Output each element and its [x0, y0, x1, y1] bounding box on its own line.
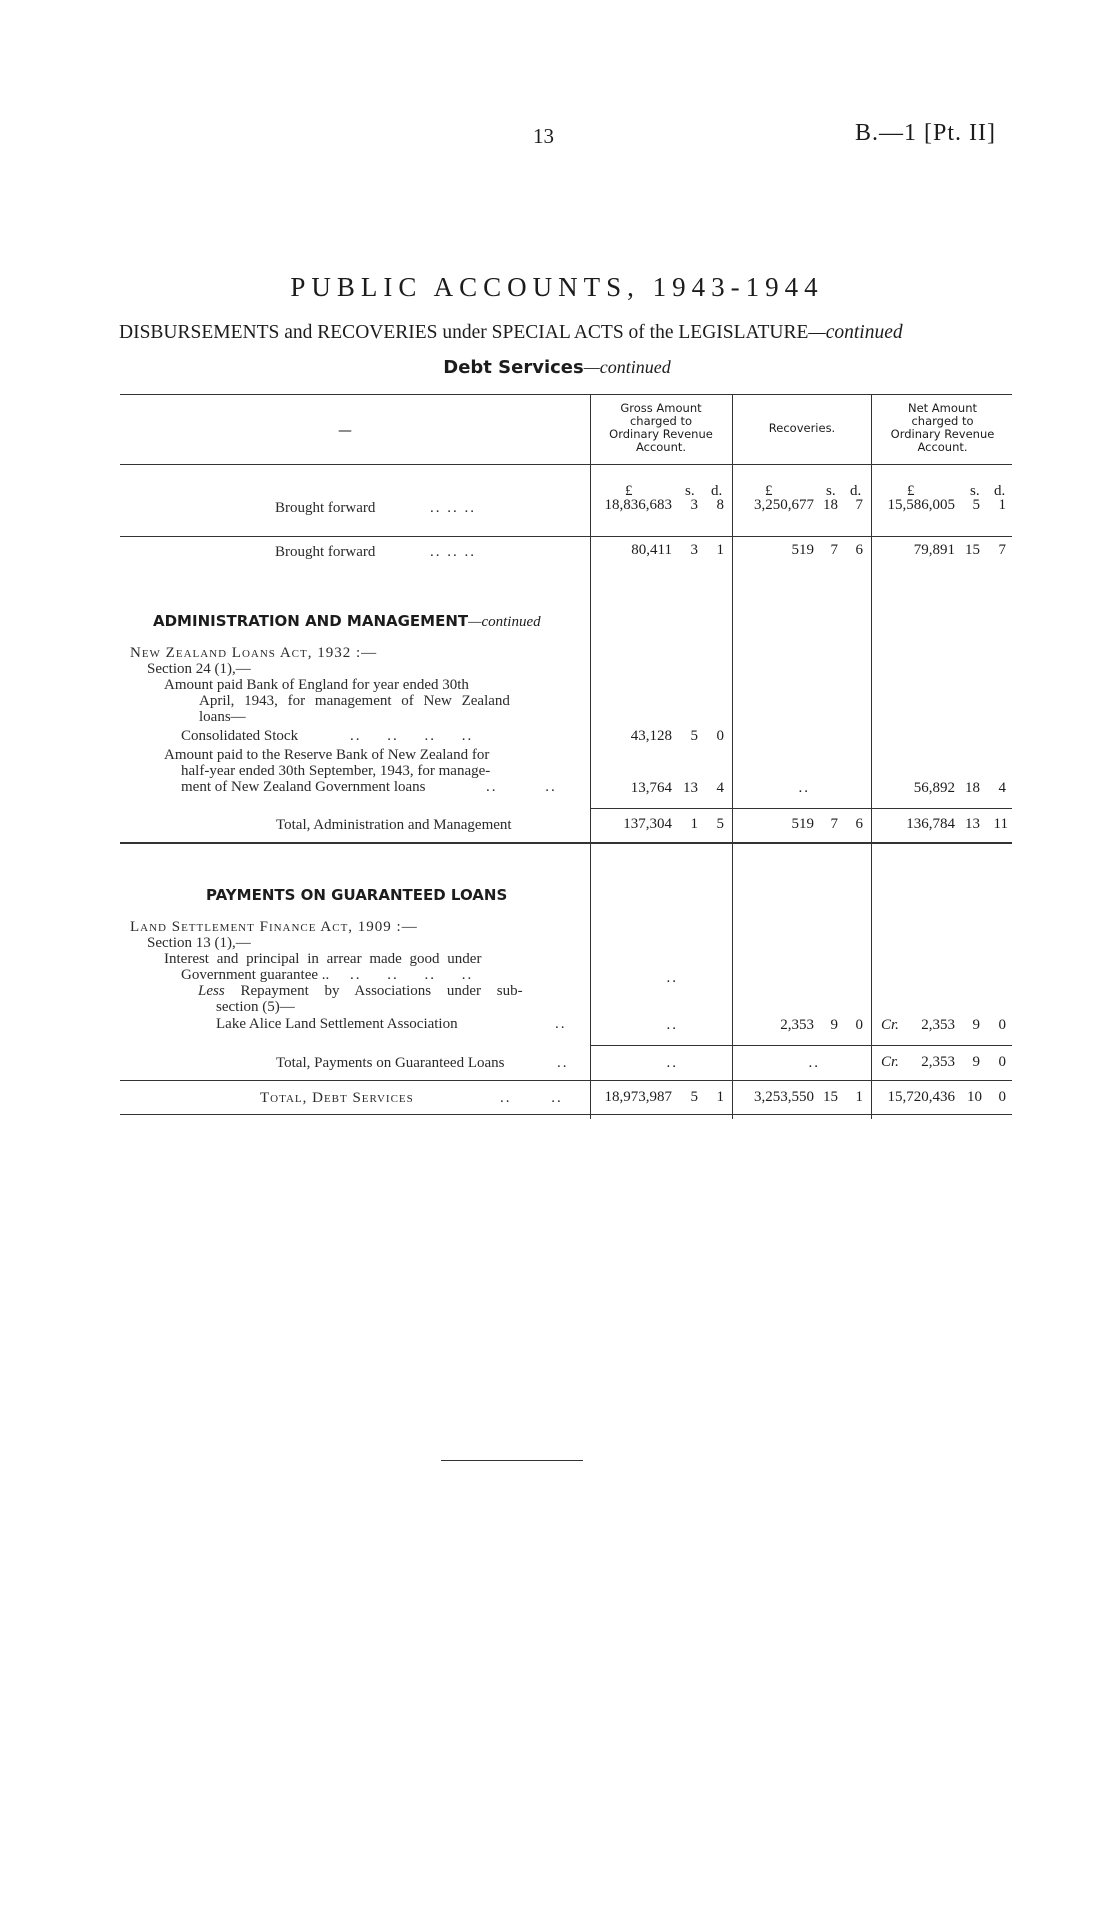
leader-dots: .. .. [486, 779, 557, 795]
guaranteed-lake-recoveries-shillings: 9 [830, 1017, 838, 1033]
grand-total-net-shillings: 10 [967, 1089, 982, 1105]
admin-total-recoveries-shillings: 7 [830, 816, 838, 832]
gross-pounds: 80,411 [631, 542, 672, 558]
grand-total-gross-pounds: 18,973,987 [604, 1089, 672, 1105]
col-header-gross-line: Gross Amount [620, 401, 702, 415]
rule-guar-subtotal [590, 1045, 1012, 1046]
page-number: 13 [533, 124, 554, 148]
grand-total-recoveries-pence: 1 [855, 1089, 863, 1105]
leader-dots: .. .. .. [430, 544, 476, 560]
rule-guar-total [120, 1080, 1012, 1081]
section-continued: —continued [583, 357, 671, 377]
admin-total-gross-shillings: 1 [690, 816, 698, 832]
admin-consolidated-gross-shillings: 5 [690, 728, 698, 744]
grand-total-gross-pence: 1 [716, 1089, 724, 1105]
col-header-recoveries: Recoveries. [768, 421, 836, 435]
grand-total-gross-shillings: 5 [690, 1089, 698, 1105]
rule-top [120, 394, 1012, 395]
guaranteed-lake-recoveries-pounds: 2,353 [780, 1017, 814, 1033]
admin-item2-gross-shillings: 13 [683, 780, 698, 796]
col-header-gross [592, 402, 730, 454]
leader-dots: .. .. [500, 1090, 563, 1106]
guaranteed-item-line: Government guarantee .. [181, 967, 330, 983]
subtitle-main: DISBURSEMENTS and RECOVERIES under SPECIAL ACTS of the LEGISLATURE [119, 322, 809, 343]
guaranteed-act: Land Settlement Finance Act, 1909 :— [130, 919, 418, 935]
net-pence: 1 [998, 497, 1006, 513]
guaranteed-section: Section 13 (1),— [147, 935, 251, 951]
guaranteed-less-line [198, 984, 582, 1000]
recoveries-pence: 6 [855, 542, 863, 558]
guaranteed-heading: PAYMENTS ON GUARANTEED LOANS [206, 886, 508, 904]
grand-total-net-pence: 0 [998, 1089, 1006, 1105]
leader-dots: .. [555, 1016, 567, 1032]
grand-total-recoveries-shillings: 15 [823, 1089, 838, 1105]
col-header-net-line: charged to [911, 414, 974, 428]
guaranteed-total-label: Total, Payments on Guaranteed Loans [276, 1055, 505, 1071]
page-subtitle [119, 322, 1019, 344]
admin-item1-line: loans— [199, 709, 246, 725]
section-main: Debt Services [443, 357, 584, 378]
admin-total-label: Total, Administration and Management [276, 817, 512, 833]
leader-dots: .. .. .. .. [350, 967, 474, 983]
admin-item2-net-pence: 4 [998, 780, 1006, 796]
gross-pence: 1 [716, 542, 724, 558]
net-pence: 7 [998, 542, 1006, 558]
guaranteed-less-line2: section (5)— [216, 999, 295, 1015]
rule-brought-forward [120, 536, 1012, 537]
admin-total-net-pounds: 136,784 [906, 816, 955, 832]
rule-admin-total [120, 842, 1012, 844]
admin-consolidated-gross-pounds: 43,128 [630, 728, 672, 744]
guaranteed-lake-gross: .. [666, 1017, 678, 1033]
rule-bottom [120, 1114, 1012, 1115]
col-header-net-line: Account. [917, 440, 968, 454]
leader-dots: .. [557, 1055, 569, 1071]
guaranteed-total-gross: .. [666, 1055, 678, 1071]
recoveries-pounds: 519 [791, 542, 814, 558]
admin-item2-net-shillings: 18 [965, 780, 980, 796]
guaranteed-lake-net-pounds: 2,353 [921, 1017, 955, 1033]
admin-section: Section 24 (1),— [147, 661, 251, 677]
row-label: Brought forward [275, 500, 376, 516]
admin-total-recoveries-pounds: 519 [791, 816, 814, 832]
gross-shillings: 3 [690, 542, 698, 558]
admin-item2-net-pounds: 56,892 [913, 780, 955, 796]
unit-pence: d. [711, 483, 723, 499]
grand-total-label: Total, Debt Services [260, 1090, 414, 1106]
admin-heading-continued: —continued [468, 614, 541, 630]
guaranteed-total-net-pence: 0 [998, 1054, 1006, 1070]
guaranteed-total-net-pounds: 2,353 [921, 1054, 955, 1070]
col-header-gross-line: Ordinary Revenue [609, 427, 713, 441]
admin-item1-line: Amount paid Bank of England for year ended 30th [164, 677, 469, 693]
guaranteed-total-net-shillings: 9 [972, 1054, 980, 1070]
unit-shilling: s. [826, 483, 836, 499]
admin-heading [153, 612, 541, 631]
net-shillings: 15 [965, 542, 980, 558]
grand-total-recoveries-pounds: 3,253,550 [754, 1089, 814, 1105]
page-title: PUBLIC ACCOUNTS, 1943-1944 [290, 272, 824, 302]
rule-admin-subtotal [590, 808, 1012, 809]
subtitle-continued: —continued [808, 322, 903, 343]
col-header-net-line: Ordinary Revenue [890, 427, 995, 441]
admin-item2-recoveries: .. [798, 780, 810, 796]
end-rule [441, 1460, 583, 1461]
admin-total-gross-pounds: 137,304 [623, 816, 672, 832]
recoveries-shillings: 7 [830, 542, 838, 558]
unit-pound: £ [765, 483, 773, 499]
unit-pound: £ [907, 483, 915, 499]
net-pounds: 79,891 [913, 542, 955, 558]
admin-item1-line: April, 1943, for management of New Zealand [199, 693, 510, 709]
page-code: B.—1 [Pt. II] [855, 120, 996, 146]
recoveries-pounds: 3,250,677 [754, 497, 814, 513]
net-shillings: 5 [972, 497, 980, 513]
guaranteed-lake-net-shillings: 9 [972, 1017, 980, 1033]
unit-pence: d. [994, 483, 1006, 499]
col-header-gross-line: Account. [635, 440, 687, 454]
admin-item2-gross-pence: 4 [716, 780, 724, 796]
guaranteed-lake-net-pence: 0 [998, 1017, 1006, 1033]
col-header-net [873, 402, 1012, 454]
section-title [0, 357, 1114, 378]
admin-total-gross-pence: 5 [716, 816, 724, 832]
rule-header [120, 464, 1012, 465]
admin-item2-line: ment of New Zealand Government loans [181, 779, 426, 795]
admin-item2-line: Amount paid to the Reserve Bank of New Zealand for [164, 747, 490, 763]
admin-total-net-pence: 11 [993, 816, 1008, 832]
guaranteed-total-recoveries: .. [808, 1055, 820, 1071]
admin-total-net-shillings: 13 [965, 816, 980, 832]
less-word: Less [198, 983, 225, 999]
guaranteed-lake-net-cr: Cr. [881, 1017, 899, 1033]
col-header-gross-line: charged to [629, 414, 693, 428]
unit-pence: d. [850, 483, 862, 499]
less-rest: Repayment by Associations under sub- [240, 983, 523, 999]
col-header-net-line: Net Amount [907, 401, 978, 415]
recoveries-pence: 7 [855, 497, 863, 513]
leader-dots: .. .. .. .. [350, 728, 474, 744]
guaranteed-item-gross: .. [666, 970, 678, 986]
admin-item2-line: half-year ended 30th September, 1943, for manage- [181, 763, 491, 779]
gross-pounds: 18,836,683 [604, 497, 672, 513]
guaranteed-lake-recoveries-pence: 0 [855, 1017, 863, 1033]
leader-dots: .. .. .. [430, 500, 476, 516]
unit-shilling: s. [970, 483, 980, 499]
row-label: Brought forward [275, 544, 376, 560]
guaranteed-total-net-cr: Cr. [881, 1054, 899, 1070]
unit-pound: £ [625, 483, 633, 499]
admin-total-recoveries-pence: 6 [855, 816, 863, 832]
recoveries-shillings: 18 [823, 497, 838, 513]
admin-item2-gross-pounds: 13,764 [630, 780, 672, 796]
admin-act: New Zealand Loans Act, 1932 :— [130, 645, 378, 661]
guaranteed-item-line: Interest and principal in arrear made good under [164, 951, 482, 967]
gross-shillings: 3 [690, 497, 698, 513]
admin-heading-text: ADMINISTRATION AND MANAGEMENT [153, 612, 469, 630]
guaranteed-lake-label: Lake Alice Land Settlement Association [216, 1016, 458, 1032]
grand-total-net-pounds: 15,720,436 [887, 1089, 955, 1105]
gross-pence: 8 [716, 497, 724, 513]
col-header-description: — [338, 423, 352, 439]
unit-shilling: s. [685, 483, 695, 499]
net-pounds: 15,586,005 [887, 497, 955, 513]
admin-consolidated-gross-pence: 0 [716, 728, 724, 744]
admin-consolidated-label: Consolidated Stock [181, 728, 299, 744]
